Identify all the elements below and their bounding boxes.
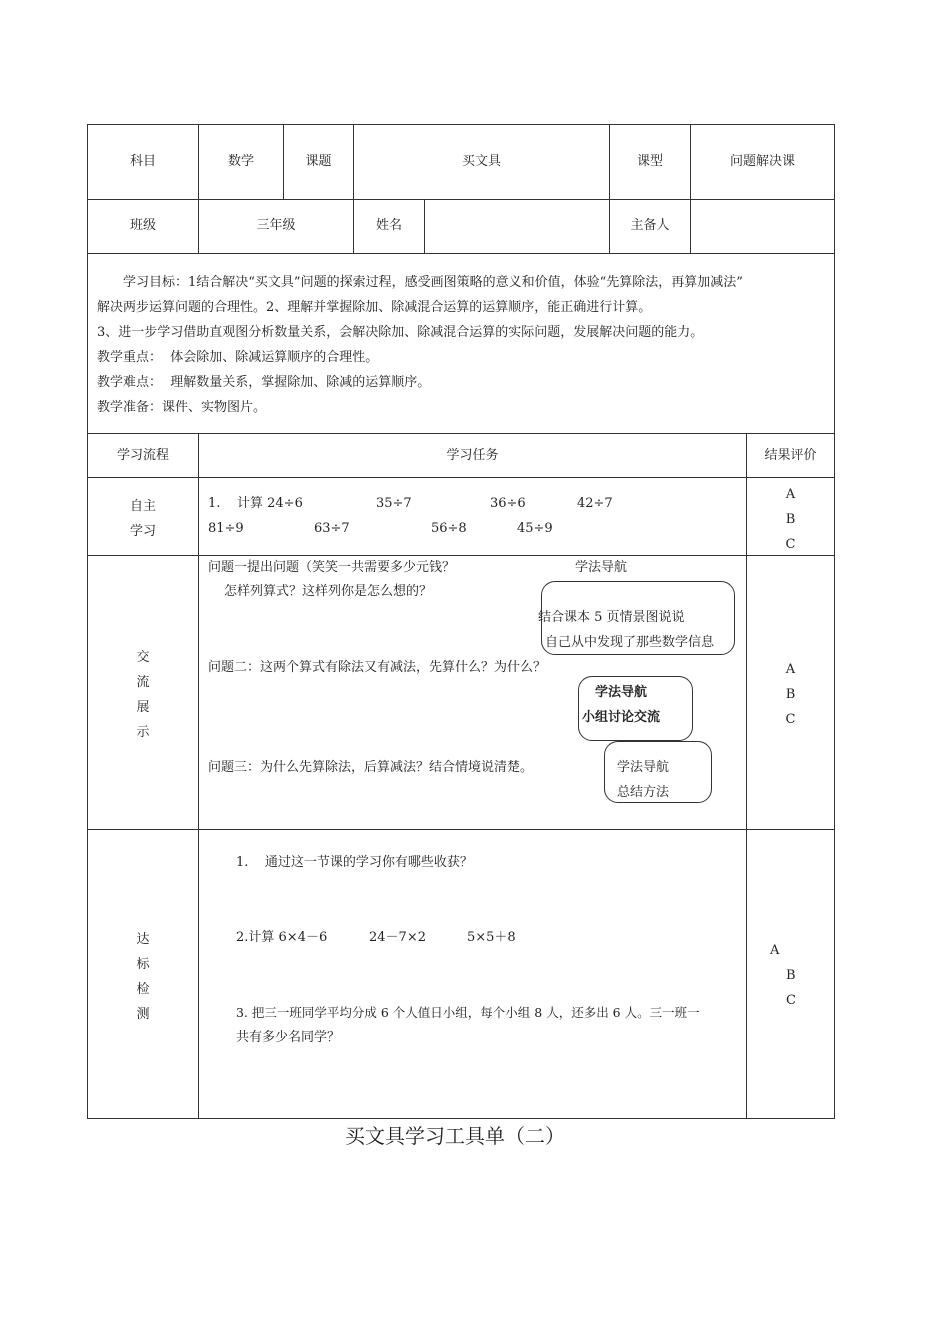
guide-2-line-2: 小组讨论交流: [582, 710, 661, 725]
type-label: 课型: [636, 154, 663, 169]
question-2: 问题二：这两个算式有除法又有减法，先算什么？为什么？: [208, 660, 547, 675]
grade-a: A: [785, 487, 796, 502]
col-divider: [424, 199, 425, 254]
calc-item: 56÷8: [431, 521, 467, 536]
check-question-2a: 2.计算 6×4－6: [236, 930, 328, 945]
subject-label: 科目: [129, 154, 156, 169]
check-label: [88, 927, 198, 1027]
self-study-label-2: 学习: [129, 524, 156, 539]
col-header-eval: 结果评价: [764, 448, 817, 463]
type-value: 问题解决课: [729, 154, 795, 169]
check-question-1: 1. 通过这一节课的学习你有哪些收获？: [236, 855, 473, 870]
self-study-label: [88, 494, 198, 544]
col-divider: [690, 124, 691, 254]
check-label-4: 测: [136, 1007, 150, 1022]
check-question-2c: 5×5＋8: [467, 930, 516, 945]
table-border-bottom: [87, 1118, 835, 1119]
grade-c: C: [785, 537, 796, 552]
teaching-prep: 教学准备：课件、实物图片。: [97, 400, 267, 415]
table-border-right: [834, 124, 835, 1119]
guide-1-title: 学法导航: [575, 560, 628, 575]
grade-b: B: [786, 968, 796, 983]
calc-item: 42÷7: [577, 496, 613, 511]
subject-value: 数学: [227, 154, 254, 169]
grade-b: B: [785, 687, 796, 702]
row-divider: [87, 433, 835, 434]
question-1: 问题一提出问题（笑笑一共需要多少元钱？: [208, 560, 456, 575]
calc-item: 计算 24÷6: [237, 496, 303, 511]
goal-line-1: 学习目标：1结合解决“买文具”问题的探索过程，感受画图策略的意义和价值，体验“先算除法，再算加减法”: [123, 275, 743, 290]
question-1b: 怎样列算式？这样列你是怎么想的？: [224, 584, 433, 599]
check-label-2: 标: [136, 957, 150, 972]
learning-goals: [97, 270, 832, 420]
calc-num: 1.: [208, 496, 221, 511]
check-question-2b: 24－7×2: [369, 930, 426, 945]
guide-1-line-2: 自己从中发现了那些数学信息: [545, 635, 715, 650]
row-divider: [87, 555, 835, 556]
row-divider: [87, 253, 835, 254]
name-label: 姓名: [375, 218, 402, 233]
col-divider: [198, 433, 199, 1119]
grade-b: B: [785, 512, 796, 527]
grade-c: C: [785, 712, 796, 727]
guide-3-line-1: 学法导航: [617, 760, 670, 775]
grade-c: C: [786, 993, 796, 1008]
topic-label: 课题: [305, 154, 332, 169]
check-question-3-line-2: 共有多少名同学？: [236, 1030, 341, 1045]
preparer-label: 主备人: [630, 218, 670, 233]
check-label-3: 检: [136, 982, 150, 997]
guide-2-line-1: 学法导航: [595, 685, 648, 700]
teaching-focus: 教学重点： 体会除加、除减运算顺序的合理性。: [97, 350, 379, 365]
guide-3-line-2: 总结方法: [617, 785, 670, 800]
row-divider: [87, 199, 835, 200]
goal-line-2: 解决两步运算问题的合理性。2、理解并掌握除加、除减混合运算的运算顺序，能正确进行计算。: [97, 300, 652, 315]
calc-item: 35÷7: [376, 496, 412, 511]
guide-1-line-1: 结合课本 5 页情景图说说: [538, 610, 685, 625]
goal-line-3: 3、进一步学习借助直观图分析数量关系，会解决除加、除减混合运算的实际问题，发展解决问题的能力。: [97, 325, 704, 340]
calc-item: 63÷7: [314, 521, 350, 536]
check-label-1: 达: [136, 932, 150, 947]
grade-a: A: [785, 662, 796, 677]
self-study-label-1: 自主: [129, 499, 156, 514]
exchange-label-3: 展: [136, 700, 150, 715]
teaching-difficulty: 教学难点： 理解数量关系，掌握除加、除减的运算顺序。: [97, 375, 431, 390]
col-header-process: 学习流程: [116, 448, 169, 463]
row-divider: [87, 477, 835, 478]
calc-item: 45÷9: [517, 521, 553, 536]
table-border-top: [87, 124, 835, 125]
class-label: 班级: [129, 218, 156, 233]
self-study-eval: [747, 482, 834, 557]
calc-item: 36÷6: [490, 496, 526, 511]
exchange-eval: [747, 657, 834, 732]
exchange-label-2: 流: [136, 675, 150, 690]
topic-value: 买文具: [461, 154, 501, 169]
class-value: 三年级: [256, 218, 296, 233]
row-divider: [87, 829, 835, 830]
exchange-label-1: 交: [136, 650, 150, 665]
col-header-task: 学习任务: [446, 448, 499, 463]
exchange-label: [88, 645, 198, 745]
exchange-label-4: 示: [136, 725, 150, 740]
check-question-3-line-1: 3. 把三一班同学平均分成 6 个人值日小组，每个小组 8 人，还多出 6 人。三一班一: [236, 1005, 700, 1020]
grade-a: A: [770, 943, 780, 958]
question-3: 问题三：为什么先算除法，后算减法？结合情境说清楚。: [208, 760, 534, 775]
worksheet-title: 买文具学习工具单（二）: [345, 1124, 565, 1148]
calc-item: 81÷9: [208, 521, 244, 536]
